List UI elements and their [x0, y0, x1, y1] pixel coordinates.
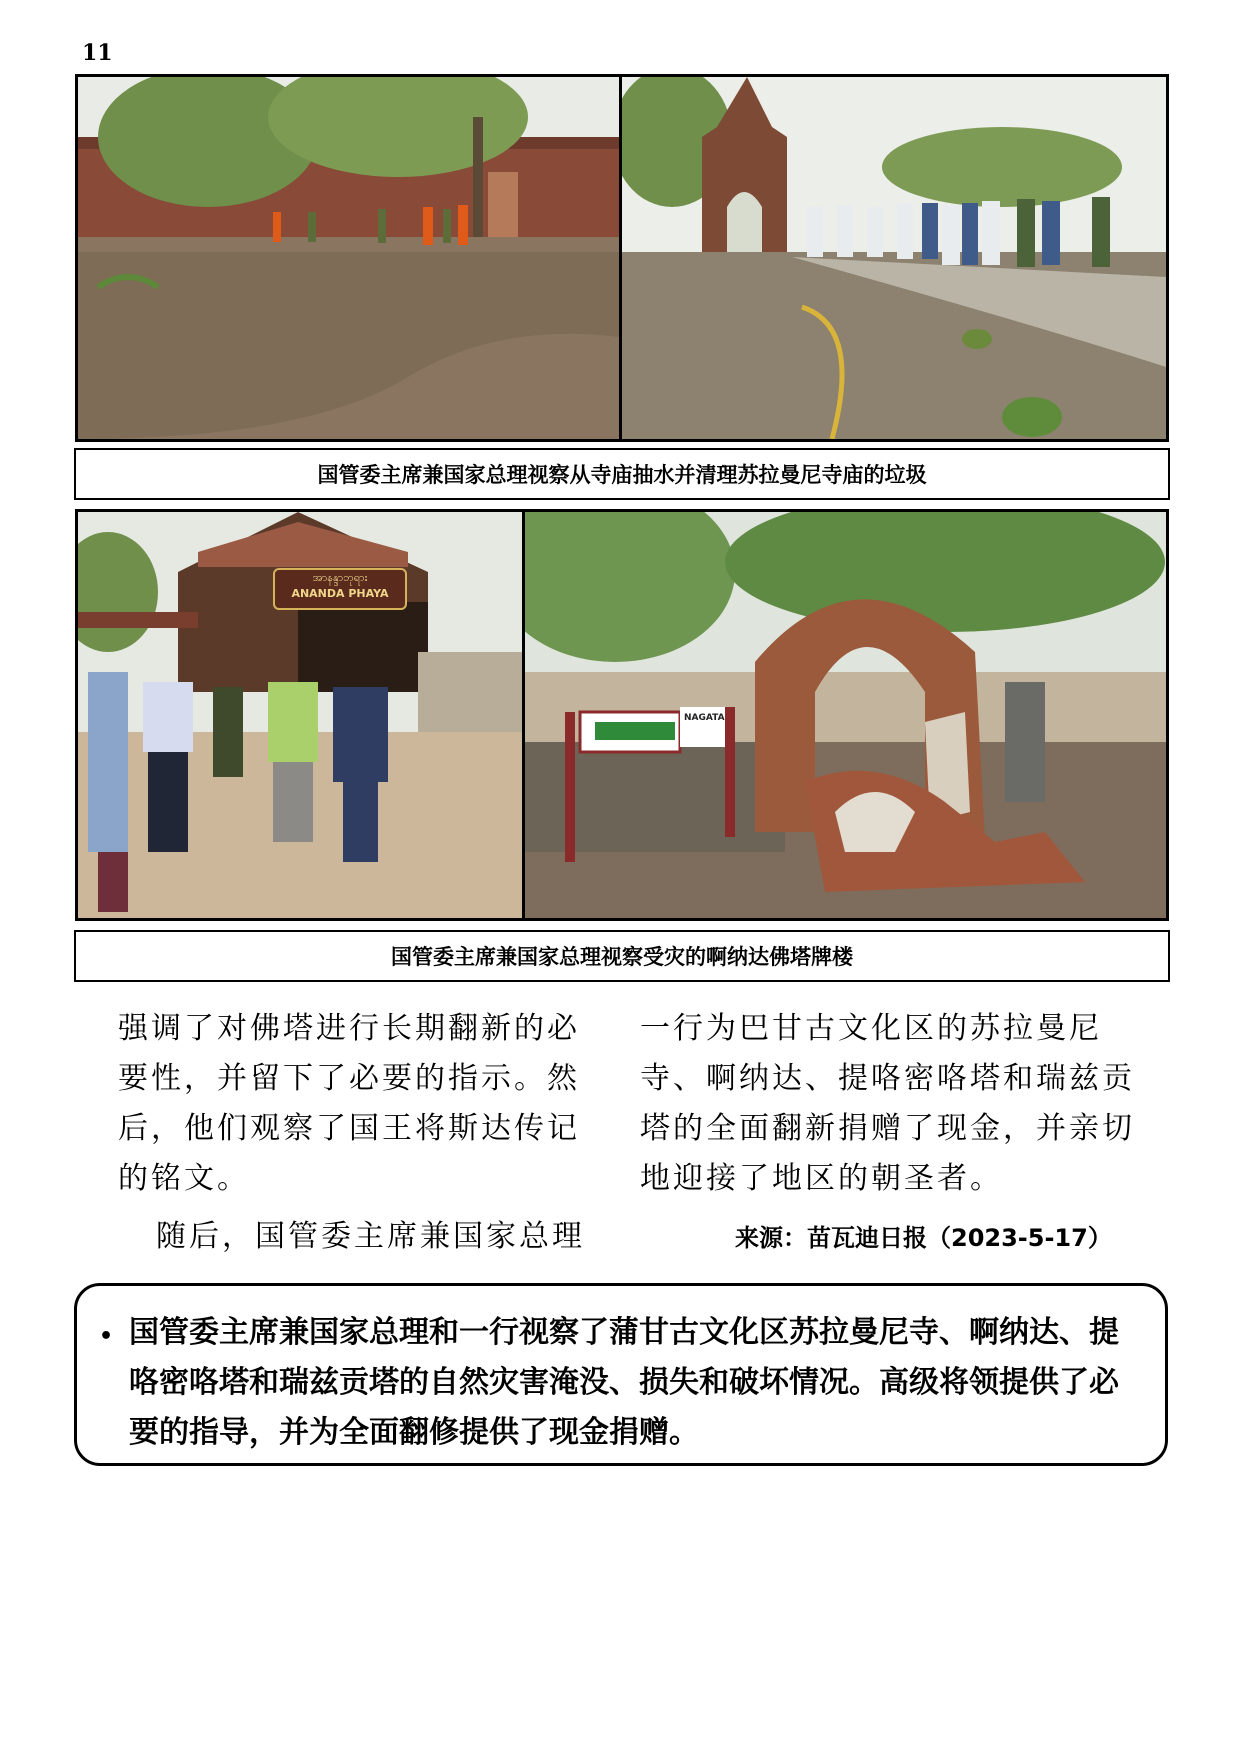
article-left-paragraph-2: 随后，国管委主席兼国家总理: [156, 1219, 585, 1254]
article-source: 来源：苗瓦迪日报（2023-5-17）: [735, 1224, 1112, 1252]
ananda-sign: [273, 568, 407, 610]
page-number: 11: [82, 40, 113, 66]
article-left-paragraph-1: 强调了对佛塔进行长期翻新的必要性，并留下了必要的指示。然后，他们观察了国王将斯达传记的铭文。: [118, 1011, 580, 1196]
bottom-photo-frame: [75, 509, 1169, 921]
photo-damaged-archway: [525, 512, 1166, 918]
article-right-column: [640, 1004, 1160, 1204]
summary-text: 国管委主席兼国家总理和一行视察了蒲甘古文化区苏拉曼尼寺、啊纳达、提咯密咯塔和瑞兹贡塔的自然灾害淹没、损失和破坏情况。高级将领提供了必要的指导，并为全面翻修提供了现金捐赠。: [129, 1315, 1119, 1450]
photo-temple-visit: [622, 77, 1166, 439]
nagata-sign: NAGATA: [684, 713, 725, 723]
photo-flooded-temple: [78, 77, 619, 439]
article-left-column: [118, 1004, 608, 1262]
summary-bullet: •: [99, 1324, 114, 1349]
summary-box: [74, 1283, 1168, 1466]
caption-top: 国管委主席兼国家总理视察从寺庙抽水并清理苏拉曼尼寺庙的垃圾: [74, 448, 1170, 500]
top-photo-frame: [75, 74, 1169, 442]
ananda-sign-burmese: အာနန္ဒာဘုရား: [312, 571, 368, 584]
photo-ananda-gate: [78, 512, 522, 918]
caption-bottom: 国管委主席兼国家总理视察受灾的啊纳达佛塔牌楼: [74, 930, 1170, 982]
article-right-paragraph-1: 一行为巴甘古文化区的苏拉曼尼寺、啊纳达、提咯密咯塔和瑞兹贡塔的全面翻新捐赠了现金，并亲切地迎接了地区的朝圣者。: [640, 1011, 1135, 1196]
ananda-sign-english: ANANDA PHAYA: [291, 587, 389, 600]
